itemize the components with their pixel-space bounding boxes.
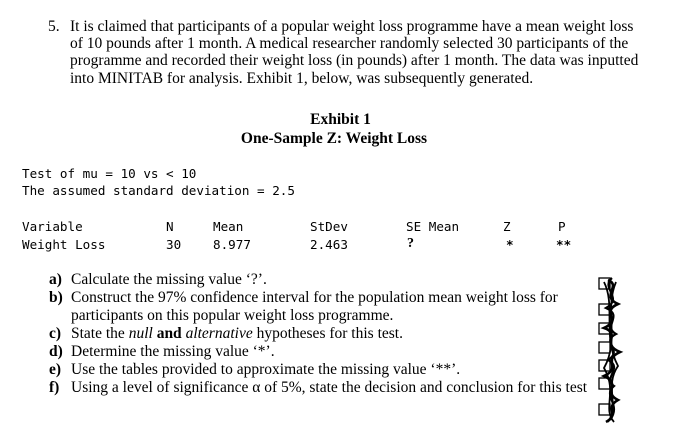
- cell-variable: Weight Loss: [22, 237, 106, 252]
- exhibit-title: Exhibit 1: [310, 111, 371, 128]
- question-line-2: of 10 pounds after 1 month. A medical researcher randomly selected 30 participants of the: [70, 35, 629, 52]
- header-mean: Mean: [213, 219, 244, 234]
- part-c-label: c): [49, 325, 62, 342]
- header-variable: Variable: [22, 219, 83, 234]
- part-a-text: Calculate the missing value ‘?’.: [71, 271, 267, 288]
- part-b-text: Construct the 97% confidence interval for the population mean weight loss for: [71, 289, 558, 306]
- part-c-null: null: [128, 325, 153, 342]
- part-a-label: a): [49, 271, 62, 288]
- exhibit-subtitle: One-Sample Z: Weight Loss: [240, 130, 428, 147]
- part-d-label: d): [49, 343, 63, 360]
- header-stdev: StDev: [310, 219, 348, 234]
- part-d-text: Determine the missing value ‘*’.: [71, 343, 275, 360]
- cell-z: *: [506, 237, 514, 252]
- part-c-text-1: State the: [71, 325, 129, 342]
- cell-se-mean: ?: [407, 236, 414, 251]
- question-line-3: programme and recorded their weight loss (in pounds) after 1 month. The data was inputted: [70, 52, 639, 69]
- question-number: 5.: [48, 18, 60, 35]
- cell-stdev: 2.463: [310, 237, 348, 252]
- part-c: [49, 325, 403, 342]
- part-f-label: f): [49, 379, 60, 396]
- part-b-label: b): [49, 289, 63, 306]
- part-e: [49, 361, 460, 378]
- part-c-and: and: [152, 325, 186, 342]
- header-se-mean: SE Mean: [406, 219, 460, 234]
- part-d: [49, 343, 275, 360]
- part-a: [49, 271, 267, 288]
- part-e-label: e): [49, 361, 62, 378]
- cell-p: **: [556, 237, 572, 252]
- part-b-continued: participants on this popular weight loss programme.: [71, 307, 394, 324]
- test-statement: Test of mu = 10 vs < 10: [22, 166, 197, 181]
- scribbled-marks-graphic: [596, 276, 628, 424]
- cell-n: 30: [166, 237, 182, 252]
- header-p: P: [558, 219, 566, 234]
- header-z: Z: [503, 219, 511, 234]
- cell-mean: 8.977: [213, 237, 251, 252]
- part-f-text: Using a level of significance α of 5%, state the decision and conclusion for this test: [71, 379, 588, 396]
- part-e-text: Use the tables provided to approximate the missing value ‘**’.: [71, 361, 461, 378]
- header-n: N: [166, 219, 174, 234]
- part-c-alternative: alternative: [185, 325, 253, 342]
- question-line-1: It is claimed that participants of a popular weight loss programme have a mean weight loss: [70, 18, 634, 35]
- question-line-4: into MINITAB for analysis. Exhibit 1, below, was subsequently generated.: [70, 70, 534, 87]
- part-b: [49, 289, 558, 306]
- part-c-text-2: hypotheses for this test.: [252, 325, 403, 342]
- part-f: [49, 379, 609, 396]
- assumed-sd-statement: The assumed standard deviation = 2.5: [22, 183, 295, 198]
